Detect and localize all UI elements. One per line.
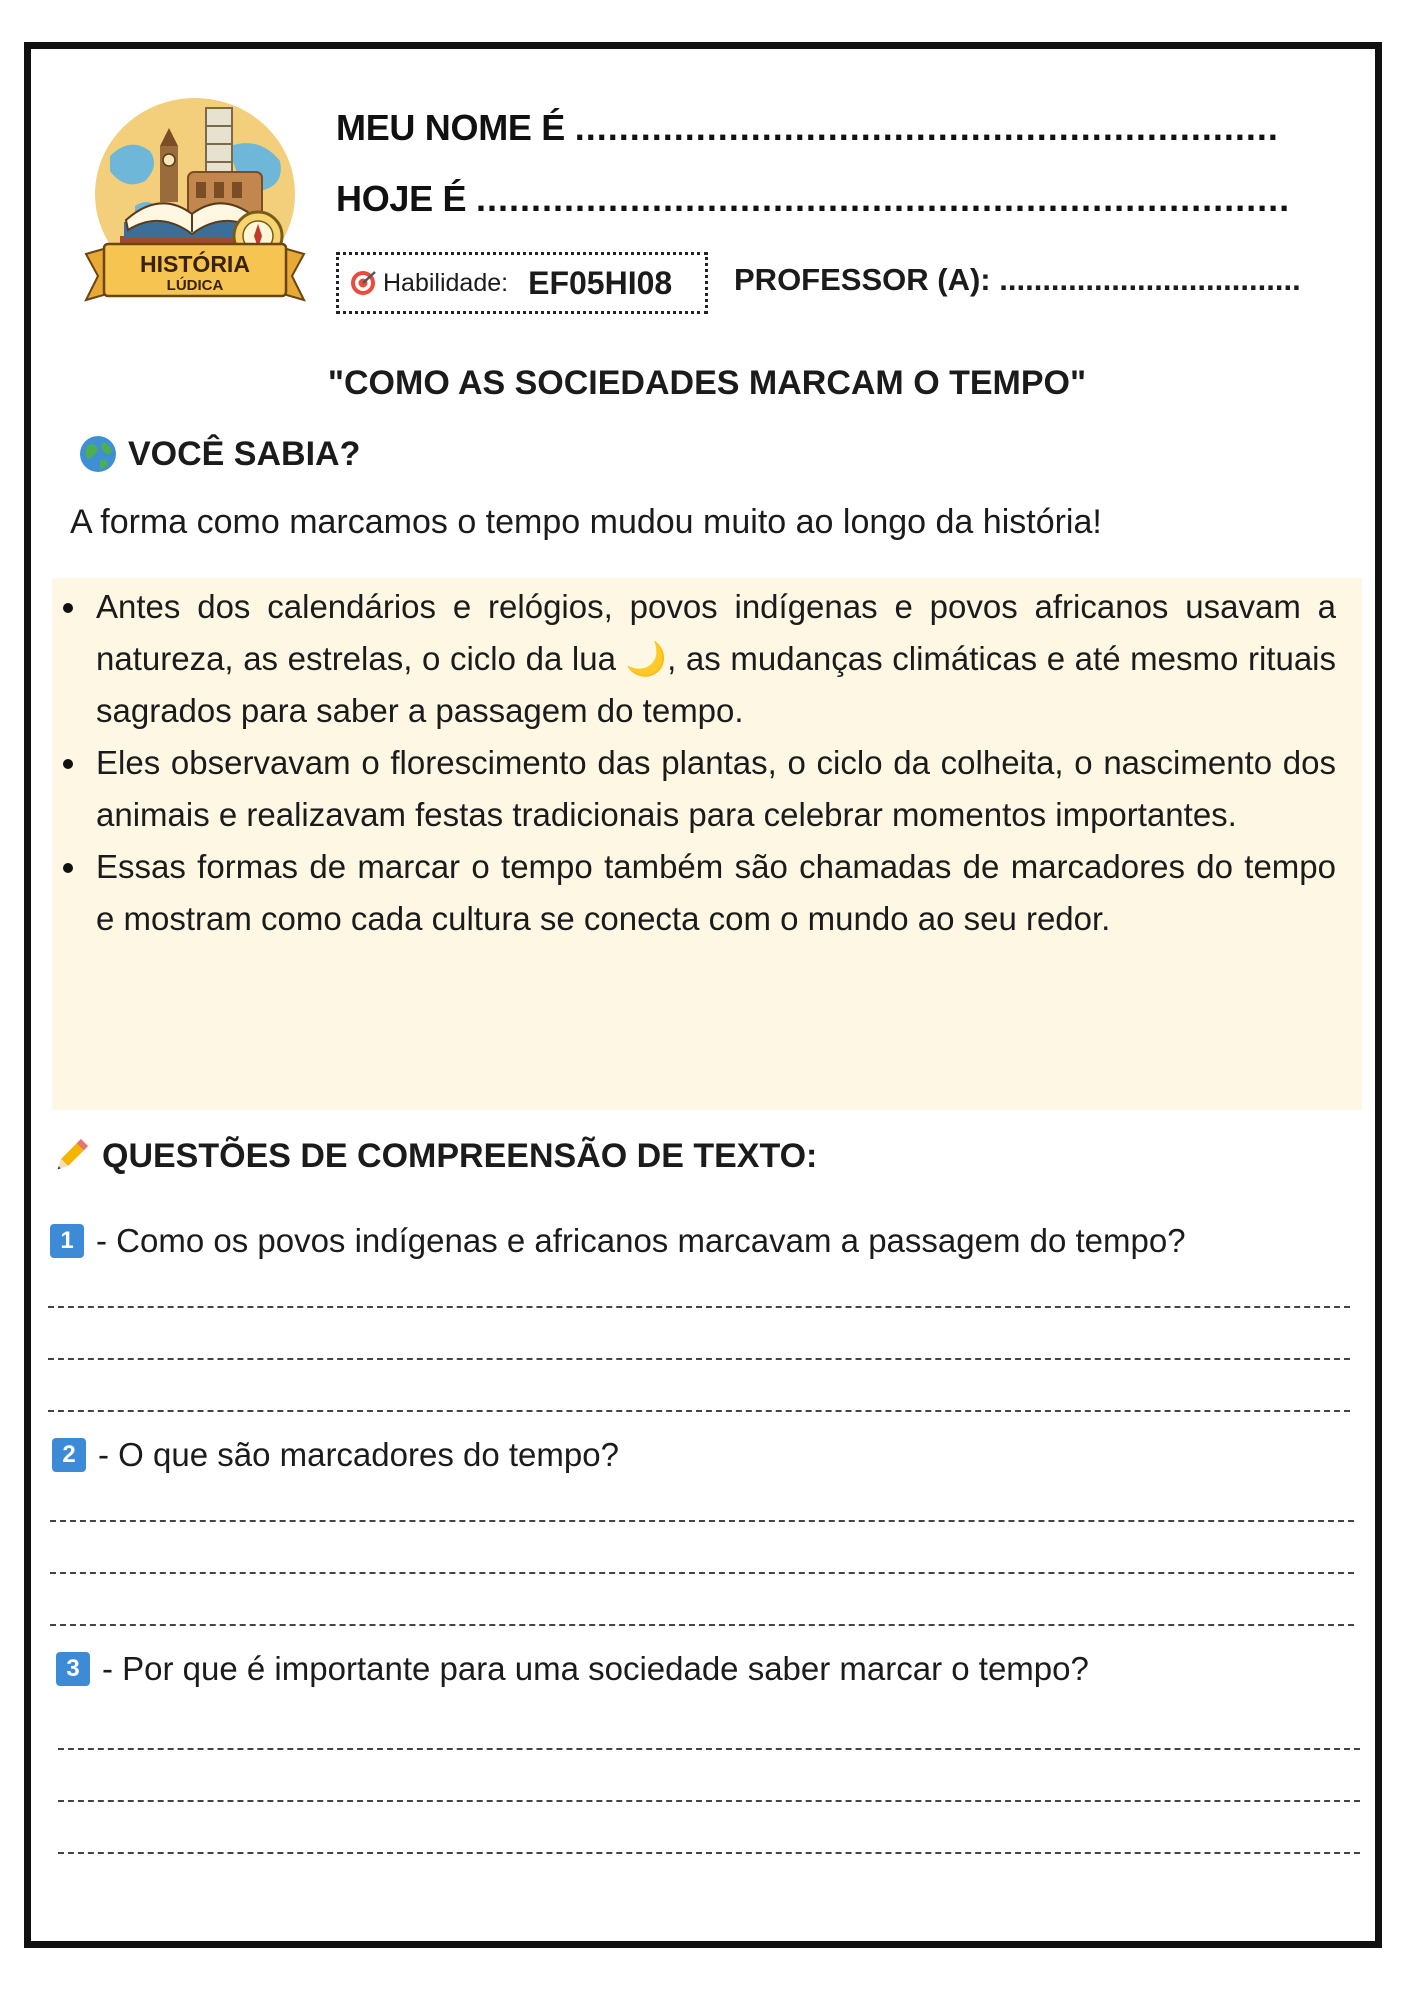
did-you-know-title: VOCÊ SABIA?	[128, 434, 361, 473]
name-label: MEU NOME É	[336, 107, 566, 148]
info-bullet-3: Essas formas de marcar o tempo também são chamadas de marcadores do tempo e mostram como cada cultura se conecta com o mundo ao seu redor.	[96, 841, 1336, 945]
logo-line-2: LÚDICA	[166, 277, 224, 294]
question-3-number: 3	[56, 1652, 90, 1686]
answer-line-1a[interactable]	[48, 1306, 1350, 1308]
question-2	[52, 1436, 619, 1474]
info-panel	[52, 578, 1362, 1110]
date-field[interactable]	[336, 178, 1290, 220]
answer-line-2c[interactable]	[50, 1624, 1354, 1626]
questions-title: QUESTÕES DE COMPREENSÃO DE TEXTO:	[102, 1136, 818, 1175]
question-1-number: 1	[50, 1224, 84, 1258]
date-dots: ..........................................................................	[475, 178, 1291, 219]
answer-line-2a[interactable]	[50, 1520, 1354, 1522]
question-3-text: - Por que é importante para uma sociedade saber marcar o tempo?	[102, 1650, 1089, 1687]
skill-label: Habilidade:	[383, 268, 509, 297]
question-1-text: - Como os povos indígenas e africanos marcavam a passagem do tempo?	[96, 1222, 1186, 1259]
worksheet-title: "COMO AS SOCIEDADES MARCAM O TEMPO"	[327, 364, 1087, 402]
skill-code: EF05HI08	[528, 264, 673, 301]
name-field[interactable]	[336, 107, 1279, 149]
intro-text: A forma como marcamos o tempo mudou muito ao longo da história!	[70, 503, 1102, 541]
target-icon	[349, 269, 377, 297]
info-bullet-2: Eles observavam o florescimento das plantas, o ciclo da colheita, o nascimento dos animais e realizavam festas tradicionais para celebrar momentos importantes.	[96, 737, 1336, 841]
date-label: HOJE É	[336, 178, 467, 219]
answer-line-3b[interactable]	[58, 1800, 1360, 1802]
info-list	[96, 581, 1336, 945]
skill-box	[336, 252, 708, 314]
answer-line-2b[interactable]	[50, 1572, 1354, 1574]
question-2-text: - O que são marcadores do tempo?	[98, 1436, 619, 1473]
answer-line-1b[interactable]	[48, 1358, 1350, 1360]
historia-ludica-logo	[80, 86, 310, 312]
name-dots: ................................................................	[574, 107, 1279, 148]
logo-line-1: HISTÓRIA	[140, 251, 250, 277]
question-1	[50, 1222, 1186, 1260]
questions-heading	[50, 1135, 817, 1177]
info-bullet-1: Antes dos calendários e relógios, povos indígenas e povos africanos usavam a natureza, as estrelas, o ciclo da lua 🌙, as mudanças climáticas e até mesmo rituais sagrados para saber a passagem do tempo.	[96, 581, 1336, 737]
answer-line-3c[interactable]	[58, 1852, 1360, 1854]
teacher-dots: ...................................	[999, 262, 1301, 297]
pencil-icon	[50, 1135, 92, 1177]
question-3	[56, 1650, 1089, 1688]
teacher-label: PROFESSOR (A):	[734, 262, 991, 297]
answer-line-3a[interactable]	[58, 1748, 1360, 1750]
teacher-field[interactable]	[734, 262, 1301, 298]
question-2-number: 2	[52, 1438, 86, 1472]
answer-line-1c[interactable]	[48, 1410, 1350, 1412]
globe-icon	[78, 434, 118, 474]
did-you-know-heading	[78, 434, 360, 474]
